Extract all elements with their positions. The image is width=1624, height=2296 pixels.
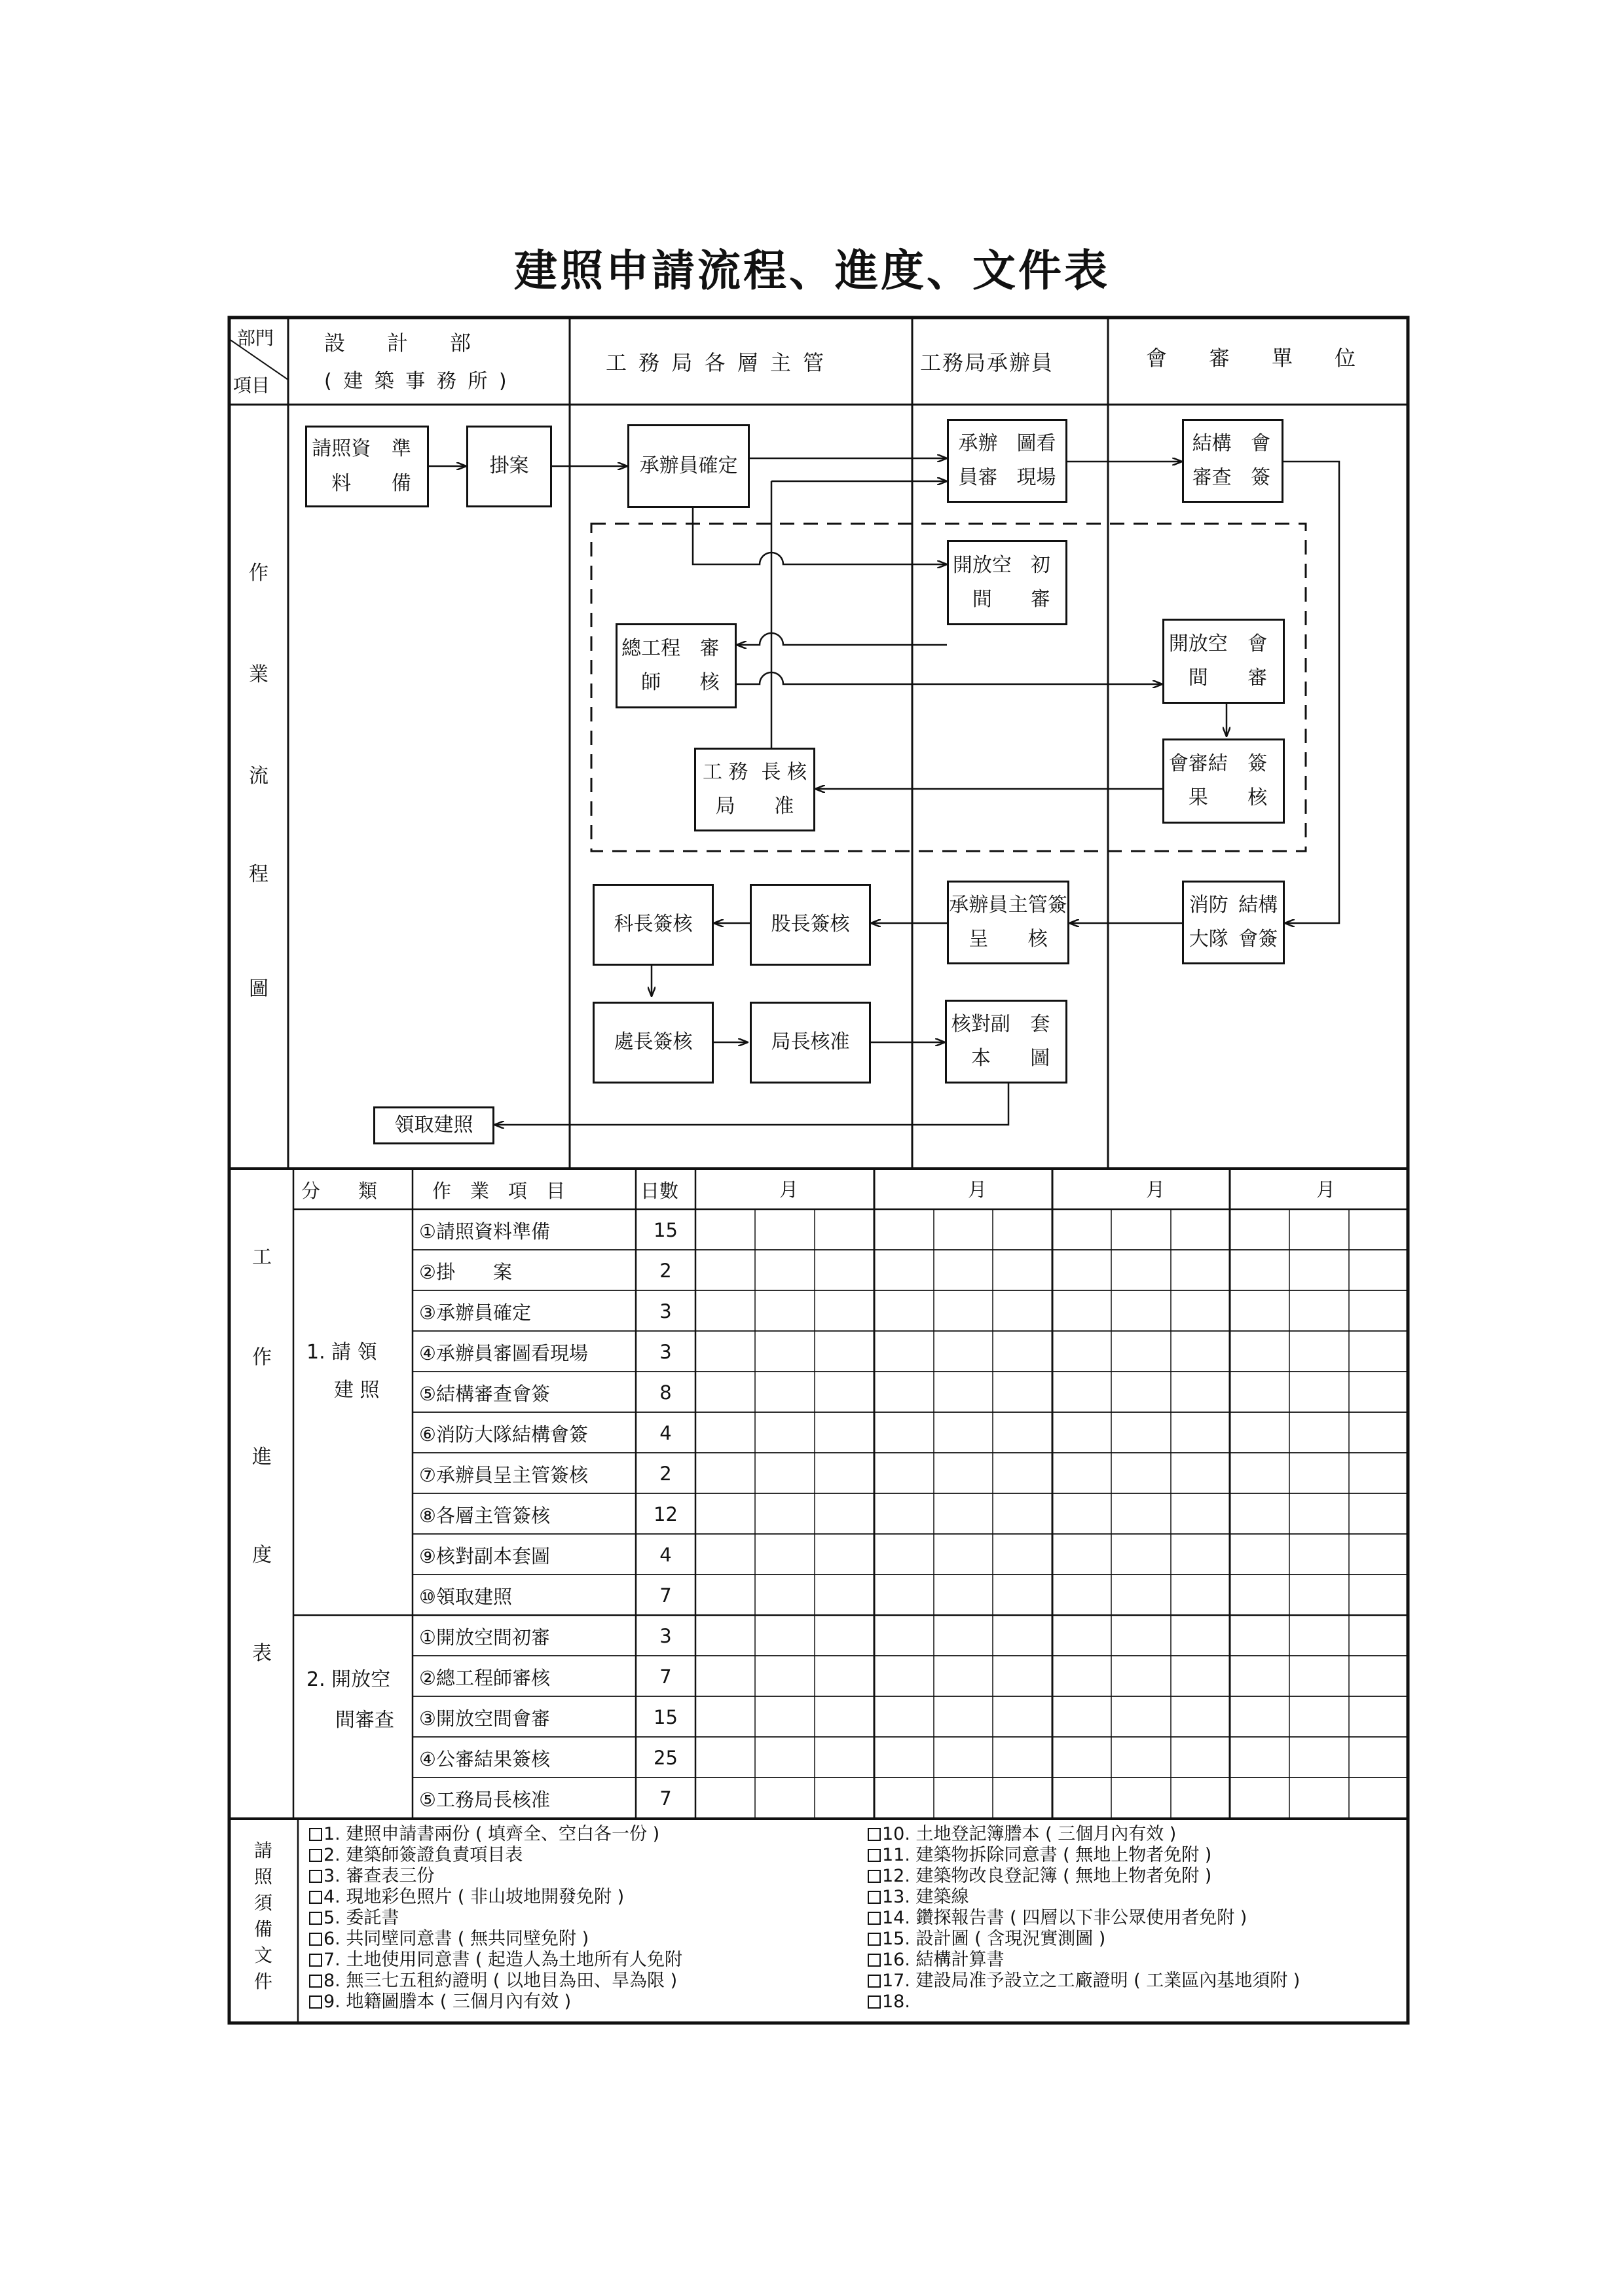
flow-box-officer-submit: 承辦員呈 主管簽核 [947, 881, 1069, 964]
checkbox-icon[interactable] [868, 1995, 881, 2009]
header-architect-office: ( 建 築 事 務 所 ) [324, 370, 509, 393]
schedule-item-days: 4 [659, 1544, 672, 1566]
schedule-item-name: ⑩領取建照 [419, 1585, 512, 1608]
document-item: 2. 建築師簽證負責項目表 [309, 1846, 523, 1864]
schedule-month-1: 月 [779, 1178, 799, 1201]
section-label-schedule-5: 表 [252, 1642, 272, 1665]
flow-box-director-approve: 工 務 局 長 核 准 [694, 748, 815, 831]
document-item: 10. 土地登記簿謄本 ( 三個月內有效 ) [868, 1825, 1176, 1843]
schedule-item-name: ⑥消防大隊結構會簽 [419, 1423, 588, 1446]
document-item: 9. 地籍圖謄本 ( 三個月內有效 ) [309, 1993, 571, 2011]
checkbox-icon[interactable] [309, 1849, 322, 1862]
checkbox-icon[interactable] [868, 1933, 881, 1946]
checkbox-icon[interactable] [868, 1891, 881, 1904]
flow-box-unit-chief: 股長簽核 [750, 884, 871, 966]
schedule-head-item: 作 業 項 目 [432, 1179, 566, 1202]
checkbox-icon[interactable] [309, 1870, 322, 1883]
checkbox-icon[interactable] [868, 1870, 881, 1883]
flow-box-fire-dept: 消防大隊 結構會簽 [1182, 881, 1285, 964]
document-item: 16. 結構計算書 [868, 1951, 1005, 1969]
schedule-item-name: ⑤結構審查會簽 [419, 1382, 550, 1405]
flow-box-collect: 領取建照 [373, 1106, 494, 1144]
section-label-schedule-3: 進 [252, 1446, 272, 1468]
flow-box-chief-engineer: 總工程師 審 核 [616, 623, 737, 708]
schedule-item-name: ⑨核對副本套圖 [419, 1544, 550, 1567]
schedule-item-days: 15 [654, 1219, 678, 1241]
schedule-item-days: 12 [654, 1503, 678, 1525]
schedule-item-days: 3 [659, 1625, 672, 1647]
schedule-item-days: 2 [659, 1463, 672, 1485]
document-item: 5. 委託書 [309, 1909, 399, 1927]
document-item: 11. 建築物拆除同意書 ( 無地上物者免附 ) [868, 1846, 1211, 1864]
flow-box-open-space-initial: 開放空間 初 審 [947, 540, 1067, 625]
document-item: 6. 共同壁同意書 ( 無共同壁免附 ) [309, 1930, 589, 1948]
schedule-item-days: 25 [654, 1747, 678, 1769]
checkbox-icon[interactable] [309, 1933, 322, 1946]
schedule-item-name: ④承辦員審圖看現場 [419, 1341, 588, 1364]
schedule-item-days: 7 [659, 1787, 672, 1810]
checkbox-icon[interactable] [309, 1975, 322, 1988]
flow-box-register: 掛案 [466, 426, 552, 507]
checkbox-icon[interactable] [868, 1975, 881, 1988]
checkbox-icon[interactable] [309, 1995, 322, 2009]
section-label-docs-3: 須 [254, 1892, 273, 1914]
checkbox-icon[interactable] [868, 1954, 881, 1967]
checkbox-icon[interactable] [309, 1954, 322, 1967]
schedule-item-days: 15 [654, 1706, 678, 1728]
document-item: 3. 審查表三份 [309, 1867, 434, 1885]
flow-box-section-chief: 科長簽核 [593, 884, 714, 966]
page-title: 建照申請流程、進度、文件表 [514, 245, 1110, 296]
flow-box-bureau-chief: 局長核准 [750, 1002, 871, 1084]
schedule-item-days: 3 [659, 1341, 672, 1363]
section-label-flow-1: 作 [249, 562, 268, 585]
header-officer: 工務局承辦員 [920, 350, 1054, 375]
schedule-item-name: ④公審結果簽核 [419, 1747, 550, 1770]
section-label-docs-6: 件 [254, 1971, 273, 1992]
header-design-dept: 設 計 部 [324, 331, 471, 355]
schedule-item-name: ①開放空間初審 [419, 1626, 550, 1649]
document-item: 15. 設計圖 ( 含現況實測圖 ) [868, 1930, 1105, 1948]
schedule-month-4: 月 [1316, 1178, 1336, 1201]
section-label-flow-4: 程 [249, 863, 268, 886]
section-label-docs-1: 請 [254, 1840, 273, 1861]
section-label-flow-3: 流 [249, 765, 268, 788]
schedule-item-name: ③承辦員確定 [419, 1301, 531, 1324]
document-item: 7. 土地使用同意書 ( 起造人為土地所有人免附 [309, 1951, 682, 1969]
document-item: 12. 建築物改良登記簿 ( 無地上物者免附 ) [868, 1867, 1211, 1885]
schedule-group-1-label-a: 1. 請 領 [306, 1341, 377, 1364]
flow-box-open-space-joint: 開放空間 會 審 [1162, 619, 1285, 704]
corner-item-label: 項目 [233, 374, 270, 396]
section-label-schedule-4: 度 [252, 1544, 272, 1567]
document-item: 1. 建照申請書兩份 ( 填齊全、空白各一份 ) [309, 1825, 659, 1843]
section-label-docs-5: 文 [254, 1944, 273, 1966]
checkbox-icon[interactable] [868, 1849, 881, 1862]
document-item: 4. 現地彩色照片 ( 非山坡地開發免附 ) [309, 1888, 624, 1906]
document-item: 18. [868, 1993, 910, 2011]
outer-border [229, 318, 1408, 2023]
schedule-item-name: ②總工程師審核 [419, 1666, 550, 1689]
checkbox-icon[interactable] [868, 1828, 881, 1841]
document-item: 17. 建設局准予設立之工廠證明 ( 工業區內基地須附 ) [868, 1972, 1300, 1990]
schedule-item-days: 2 [659, 1260, 672, 1282]
checkbox-icon[interactable] [309, 1828, 322, 1841]
document-item: 14. 鑽探報告書 ( 四層以下非公眾使用者免附 ) [868, 1909, 1247, 1927]
section-label-docs-2: 照 [254, 1866, 273, 1887]
header-bureau-heads: 工 務 局 各 層 主 管 [606, 350, 827, 375]
corner-dept-label: 部門 [237, 327, 274, 349]
section-label-flow-5: 圖 [249, 977, 268, 1000]
schedule-item-days: 8 [659, 1381, 672, 1404]
schedule-item-name: ③開放空間會審 [419, 1707, 550, 1730]
schedule-item-days: 7 [659, 1584, 672, 1607]
flow-box-joint-result: 會審結果 簽 核 [1162, 738, 1285, 824]
schedule-item-name: ①請照資料準備 [419, 1220, 550, 1243]
flow-box-officer-review: 承辦員審 圖看現場 [947, 419, 1067, 503]
flow-box-structure-review: 結構審查 會 簽 [1182, 419, 1283, 503]
flow-box-check-copy: 核對副本 套 圖 [945, 1000, 1067, 1084]
section-label-docs-4: 備 [254, 1918, 273, 1940]
document-item: 8. 無三七五租約證明 ( 以地目為田、旱為限 ) [309, 1972, 677, 1990]
flow-box-prepare: 請照資料 準 備 [305, 426, 429, 507]
schedule-item-days: 7 [659, 1666, 672, 1688]
schedule-head-days: 日數 [640, 1179, 679, 1202]
schedule-group-1-label-b: 建 照 [334, 1379, 380, 1402]
schedule-item-name: ⑤工務局長核准 [419, 1788, 550, 1811]
section-label-schedule-1: 工 [252, 1246, 272, 1269]
flow-box-officer-confirm: 承辦員確定 [627, 424, 750, 508]
document-item: 13. 建築線 [868, 1888, 969, 1906]
schedule-item-days: 3 [659, 1300, 672, 1322]
section-label-flow-2: 業 [249, 663, 268, 686]
checkbox-icon[interactable] [309, 1891, 322, 1904]
section-label-schedule-2: 作 [252, 1346, 272, 1369]
schedule-month-3: 月 [1146, 1178, 1166, 1201]
flow-box-division-chief: 處長簽核 [593, 1002, 714, 1084]
schedule-group-2-label-b: 間審查 [335, 1709, 394, 1732]
schedule-item-name: ⑧各層主管簽核 [419, 1504, 550, 1527]
schedule-item-name: ②掛 案 [419, 1260, 512, 1283]
schedule-group-2-label-a: 2. 開放空 [306, 1668, 391, 1691]
schedule-month-2: 月 [968, 1178, 987, 1201]
checkbox-icon[interactable] [309, 1912, 322, 1925]
schedule-head-category: 分 類 [301, 1179, 378, 1202]
checkbox-icon[interactable] [868, 1912, 881, 1925]
header-review-unit: 會 審 單 位 [1146, 346, 1356, 371]
schedule-item-days: 4 [659, 1422, 672, 1444]
schedule-item-name: ⑦承辦員呈主管簽核 [419, 1463, 588, 1486]
